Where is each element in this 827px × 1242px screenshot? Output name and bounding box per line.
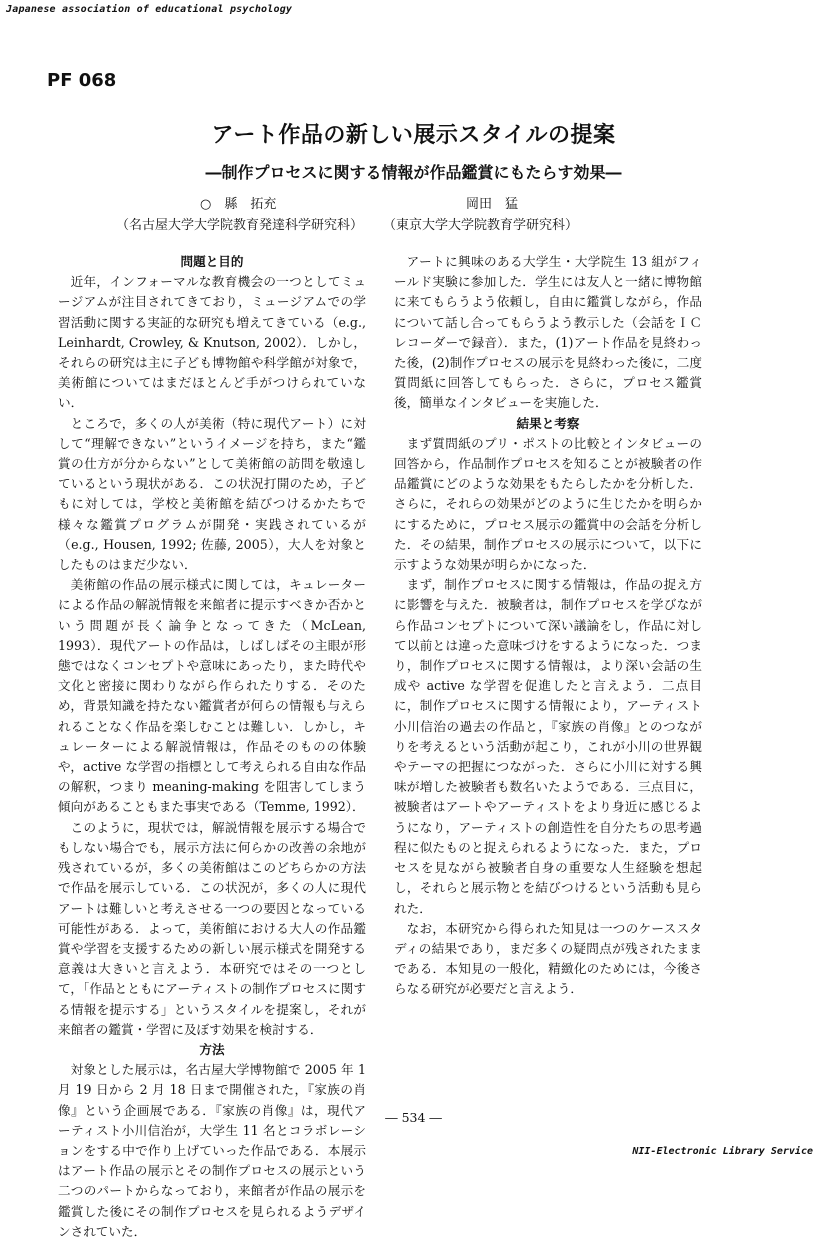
paragraph: 近年，インフォーマルな教育機会の一つとしてミュージアムが注目されてきており，ミュージアムでの学習活動に関する実証的な研究も増えてきている（e.g., Leinhardt, Crowley, & Knutson, 2002）．しかし，それらの研究は主に子ども博物館や科学館が対象で，美術館についてはまだほとんど手がつけられていない．	[58, 274, 366, 411]
author-1-name: ○ 縣 拓充	[200, 197, 277, 212]
paragraph: ところで，多くの人が美術（特に現代アート）に対して“理解できない”というイメージを持ち，また“鑑賞の仕方が分からない”として美術館の訪問を敬遠しているという現状がある．この状況打開のため，子どもに対しては，学校と美術館を結びつけるかたちで様々な鑑賞プログラムが開発・実践されているが（e.g., Housen, 1992; 佐藤, 2005），大人を対象としたものはまだ少ない．	[58, 415, 366, 573]
paragraph: 対象とした展示は，名古屋大学博物館で 2005 年 1 月 19 日から 2 月 18 日まで開催された，『家族の肖像』という企画展である．『家族の肖像』は，現代アーティスト小川信治が，大学生 11 名とコラボレーションをする中で作り上げていった作品である．本展示はアート作品の展示とその制作プロセスの展示という二つのパートからなっており，来館者が作品の展示を鑑賞した後にその制作プロセスを見られるようデザインされていた．	[58, 1062, 366, 1239]
paragraph: このように，現状では，解説情報を展示する場合でもしない場合でも，展示方法に何らかの改善の余地が残されているが，多くの美術館はこのどちらかの方法で作品を展示している．この状況が，多くの人に現代アートは難しいと考えさせる一つの要因となっている可能性がある．よって，美術館における大人の作品鑑賞や学習を支援するための新しい展示様式を開発する意義は大きいと言えよう．本研究ではその一つとして，「作品とともにアーティストの制作プロセスに関する情報を提示する」というスタイルを提案し，それが来館者の鑑賞・学習に及ぼす効果を検討する．	[58, 819, 366, 1037]
paper-subtitle: ―制作プロセスに関する情報が作品鑑賞にもたらす効果―	[205, 163, 622, 182]
section-heading-method: 方法	[199, 1041, 225, 1057]
right-column	[394, 252, 702, 1000]
paper-title: アート作品の新しい展示スタイルの提案	[211, 123, 616, 148]
page-number: ― 534 ―	[385, 1110, 442, 1125]
paragraph: アートに興味のある大学生・大学院生 13 組がフィールド実験に参加した．学生には友人と一緒に博物館に来てもらうよう依頼し，自由に鑑賞しながら，作品について話し合ってもらうよう教示した（会話をＩＣレコーダーで録音）．また，(1)アート作品を見終わった後，(2)制作プロセスの展示を見終わった後に，二度質問紙に回答してもらった．さらに，プロセス鑑賞後，簡単なインタビューを実施した．	[394, 254, 702, 411]
paragraph: 美術館の作品の展示様式に関しては，キュレーターによる作品の解説情報を来館者に提示すべきか否かという問題が長く論争となってきた（McLean, 1993）．現代アートの作品は，しばしばその主眼が形態ではなくコンセプトや意味にあったり，また時代や文化と密接に関わりながら作られたりする．そのため，背景知識を持たない鑑賞者が何らの情報も与えられることなく作品を楽しむことは難しい．しかし，キュレーターによる解説情報は，作品そのものの体験や，active な学習の指標として考えられる自由な作品の解釈，つまり meaning-making を阻害してしまう傾向があることもまた事実である（Temme, 1992）．	[58, 577, 366, 815]
author-2-name: 岡田 猛	[466, 197, 519, 212]
author-1-affiliation: （名古屋大学大学院教育発達科学研究科）	[116, 218, 364, 233]
paper-code: PF 068	[47, 70, 117, 91]
left-column	[58, 252, 366, 1242]
paragraph: なお，本研究から得られた知見は一つのケーススタディの結果であり，まだ多くの疑問点が残されたままである．本知見の一般化，精緻化のためには，今後さらなる研究が必要だと言えよう．	[394, 920, 702, 997]
section-heading-intro: 問題と目的	[180, 254, 244, 269]
paragraph: まず，制作プロセスに関する情報は，作品の捉え方に影響を与えた．被験者は，制作プロセスを学びながら作品コンセプトについて深い議論をし，作品に対して以前とは違った意味づけをするようになった．つまり，制作プロセスに関する情報は，より深い会話の生成や active な学習を促進したと言えよう．二点目に，制作プロセスに関する情報により，アーティスト小川信治の過去の作品と，『家族の肖像』とのつながりを考えるという活動が起こり，これが小川の世界観やテーマの把握につながった．さらに小川に対する興味が増した被験者も数名いたようである．三点目に，被験者はアートやアーティストをより身近に感じるようになり，アーティストの創造性を自分たちの思考過程に似たものと捉えられるようになった．また，プロセスを見ながら被験者自身の重要な人生経験を想起し，それらと展示物とを結びつけるという活動も見られた．	[394, 577, 702, 916]
footer-note: NII-Electronic Library Service	[632, 1146, 813, 1157]
author-2-affiliation: （東京大学大学院教育学研究科）	[383, 218, 579, 233]
section-heading-results: 結果と考察	[516, 415, 580, 431]
paragraph: まず質問紙のプリ・ポストの比較とインタビューの回答から，作品制作プロセスを知ることが被験者の作品鑑賞にどのような効果をもたらしたかを分析した．さらに，それらの効果がどのように生じたかを明らかにするために，プロセス展示の鑑賞中の会話を分析した．その結果，制作プロセスの展示について，以下に示すような効果が明らかになった．	[394, 435, 702, 573]
header-note: Japanese association of educational psychology	[6, 4, 293, 15]
